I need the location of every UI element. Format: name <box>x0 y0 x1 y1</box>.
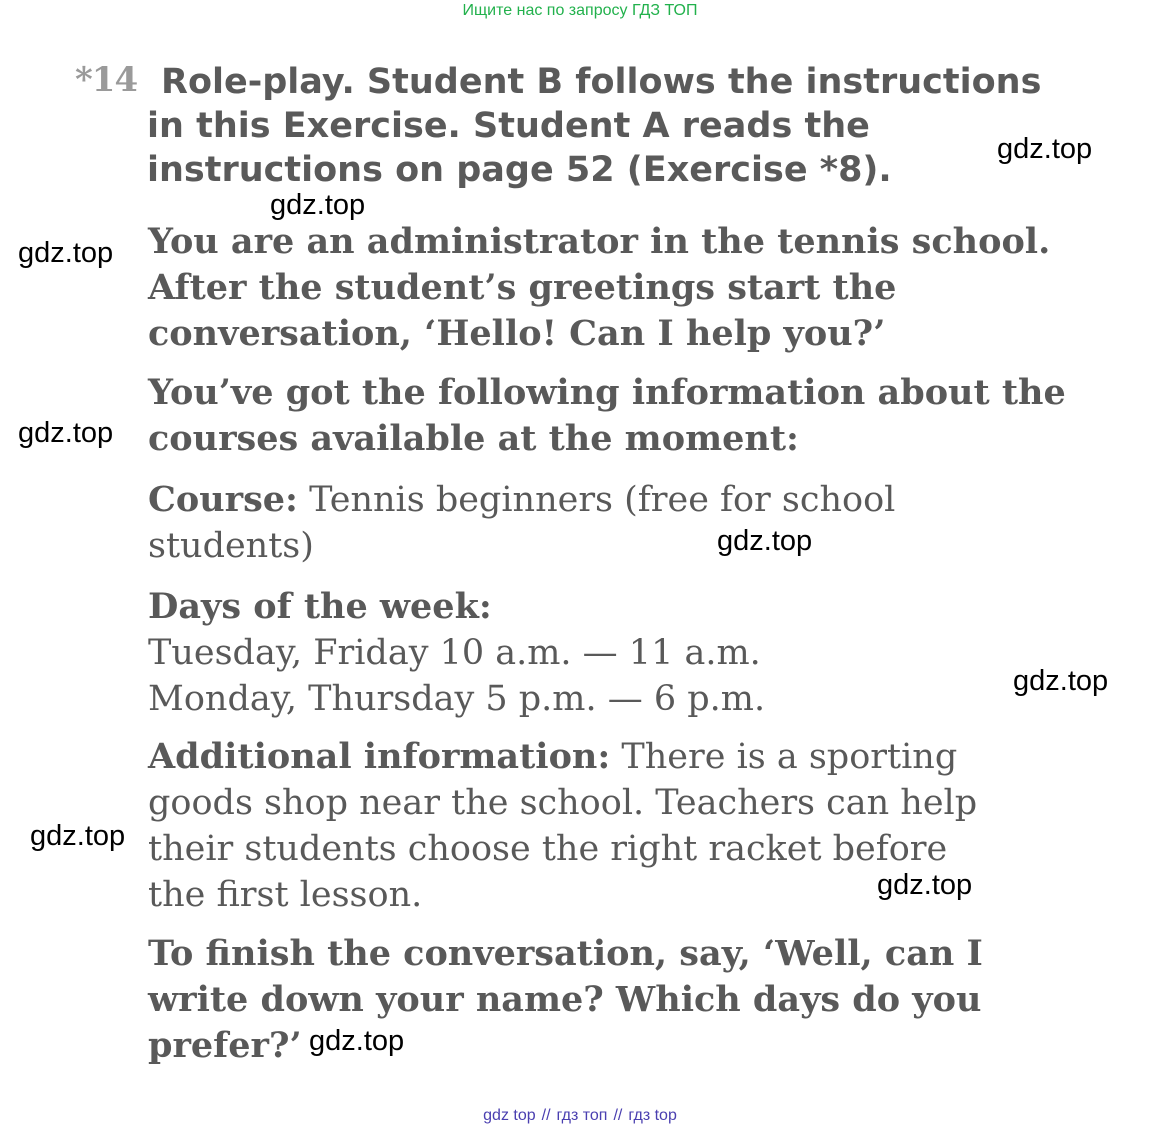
additional-paragraph <box>148 734 977 918</box>
footer-separator: // <box>541 1107 551 1124</box>
watermark: gdz.top <box>309 1025 405 1057</box>
intro-line: You are an administrator in the tennis school. <box>148 221 1051 262</box>
search-hint-link[interactable]: Ищите нас по запросу ГДЗ ТОП <box>462 2 698 19</box>
days-line: Monday, Thursday 5 p.m. — 6 p.m. <box>148 679 766 719</box>
info-intro-line: You’ve got the following information about the <box>148 372 1066 413</box>
footer-separator: // <box>613 1107 623 1124</box>
watermark: gdz.top <box>717 525 813 557</box>
days-paragraph <box>148 584 765 722</box>
watermark: gdz.top <box>30 820 126 852</box>
additional-line: goods shop near the school. Teachers can help <box>148 783 978 823</box>
exercise-title-line: instructions on page 52 (Exercise *8). <box>147 150 892 190</box>
footer-links <box>0 1107 1160 1125</box>
watermark: gdz.top <box>18 237 114 269</box>
exercise-title-line: in this Exercise. Student A reads the <box>147 106 870 146</box>
watermark: gdz.top <box>997 133 1093 165</box>
info-intro-line: courses available at the moment: <box>148 418 799 459</box>
info-intro-paragraph <box>148 370 1066 462</box>
footer-link-gdz-top-mixed[interactable]: гдз top <box>628 1107 677 1124</box>
footer-link-gdz-top[interactable]: gdz top <box>483 1107 536 1124</box>
course-text-line: students) <box>148 526 314 566</box>
additional-label: Additional information: <box>148 736 611 777</box>
exercise-title <box>147 60 1087 192</box>
exercise-number: *14 <box>75 60 138 100</box>
watermark: gdz.top <box>18 417 114 449</box>
days-line: Tuesday, Friday 10 a.m. — 11 a.m. <box>148 633 761 673</box>
additional-text: There is a sporting <box>610 737 958 777</box>
finish-paragraph <box>148 931 983 1069</box>
finish-line: To finish the conversation, say, ‘Well, can I <box>148 933 983 974</box>
footer-link-gdz-top-ru[interactable]: гдз топ <box>556 1107 608 1124</box>
course-text: Tennis beginners (free for school <box>297 480 896 520</box>
watermark: gdz.top <box>1013 665 1109 697</box>
additional-line: the first lesson. <box>148 875 423 915</box>
intro-paragraph <box>148 219 1050 357</box>
watermark: gdz.top <box>877 869 973 901</box>
finish-line: write down your name? Which days do you <box>148 979 982 1020</box>
intro-line: After the student’s greetings start the <box>148 267 897 308</box>
days-label: Days of the week: <box>148 586 492 627</box>
finish-line: prefer?’ <box>148 1025 302 1066</box>
exercise-title-line: Role-play. Student B follows the instructions <box>161 62 1042 102</box>
watermark: gdz.top <box>270 189 366 221</box>
course-label: Course: <box>148 479 298 520</box>
intro-line: conversation, ‘Hello! Can I help you?’ <box>148 313 886 354</box>
additional-line: their students choose the right racket before <box>148 829 948 869</box>
